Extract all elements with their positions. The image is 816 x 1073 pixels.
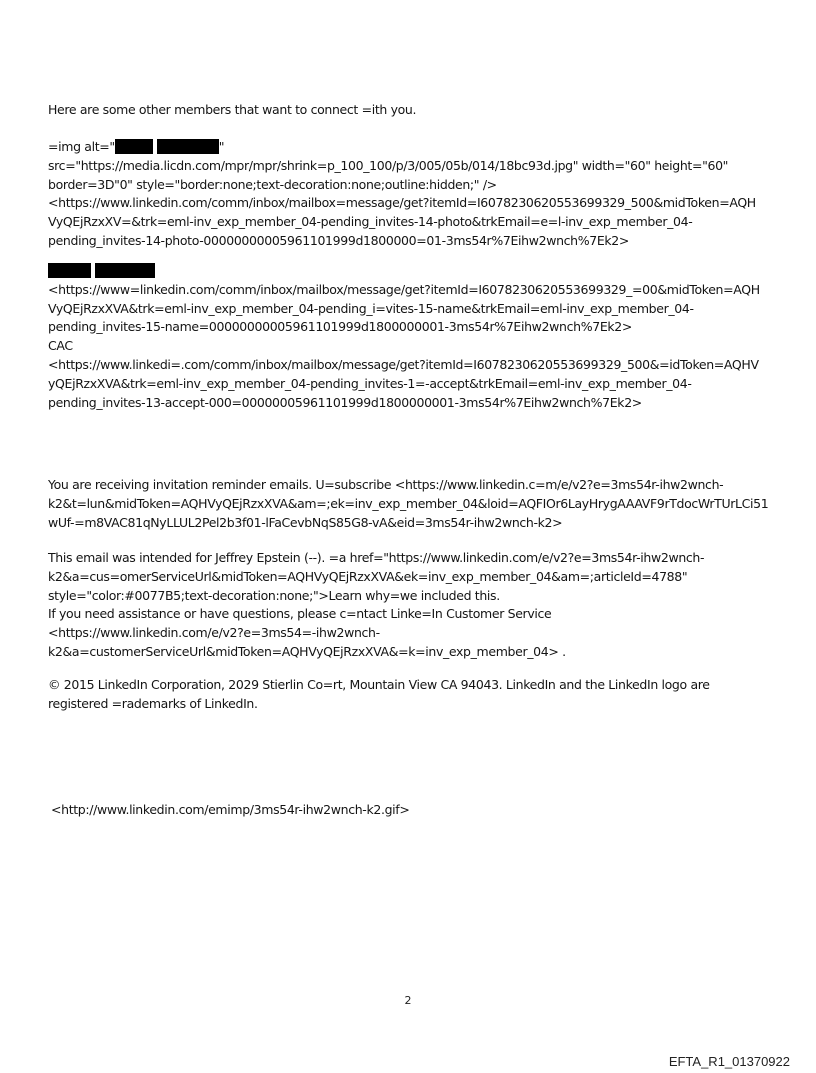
tracking-url: <http://www.linkedin.com/emimp/3ms54r-ihw2wnch-k2.gif> bbox=[51, 802, 410, 817]
redaction-bar bbox=[157, 139, 219, 154]
img-alt-suffix: " bbox=[218, 139, 225, 154]
intended-line: This email was intended for Jeffrey Epstein (--). =a href="https://www.linkedin.com/e/v2?e=3ms54r-ihw2wnch- bbox=[48, 550, 705, 565]
intended-recipient-paragraph bbox=[48, 549, 778, 662]
accept-link-line: pending_invites-13-accept-000=00000005961101999d1800000001-3ms54r%7Eihw2wnch%7Ek2> bbox=[48, 394, 642, 410]
copyright-line: registered =rademarks of LinkedIn. bbox=[48, 695, 258, 711]
redaction-bar bbox=[115, 139, 153, 154]
copyright-line: © 2015 LinkedIn Corporation, 2029 Stierlin Co=rt, Mountain View CA 94043. LinkedIn and the LinkedIn logo are bbox=[48, 677, 710, 692]
customer-service-line: k2&a=customerServiceUrl&midToken=AQHVyQEjRzxXVA&=k=inv_exp_member_04> . bbox=[48, 643, 566, 659]
cac-label: CAC bbox=[48, 338, 73, 354]
intro-line bbox=[48, 101, 778, 120]
bates-number: EFTA_R1_01370922 bbox=[668, 1054, 790, 1069]
tracking-pixel-line bbox=[51, 801, 781, 820]
redaction-bar bbox=[95, 263, 155, 278]
redacted-name bbox=[48, 262, 778, 281]
redaction-bar bbox=[48, 263, 91, 278]
copyright-paragraph bbox=[48, 676, 778, 714]
page-number: 2 bbox=[404, 994, 412, 1007]
unsubscribe-line: k2&t=lun&midToken=AQHVyQEjRzxXVA&am=;ek=inv_exp_member_04&loid=AQFIOr6LayHrygAAAVF9rTdocWrTUrLCi51 bbox=[48, 495, 769, 511]
unsubscribe-line: wUf-=m8VAC81qNyLLUL2Pel2b3f01-lFaCevbNqS85G8-vA&eid=3ms54r-ihw2wnch-k2> bbox=[48, 514, 563, 530]
customer-service-line: If you need assistance or have questions, please c=ntact Linke=In Customer Service bbox=[48, 606, 552, 622]
member-name-block bbox=[48, 262, 778, 412]
photo-link-line: VyQEjRzxXV=&trk=eml-inv_exp_member_04-pending_invites-14-photo&trkEmail=e=l-inv_exp_member_04- bbox=[48, 214, 693, 230]
img-alt-line bbox=[48, 138, 778, 157]
image-tag-block bbox=[48, 138, 778, 251]
name-link-line: pending_invites-15-name=00000000005961101999d1800000001-3ms54r%7Eihw2wnch%7Ek2> bbox=[48, 319, 632, 335]
accept-link-line: <https://www.linkedi=.com/comm/inbox/mailbox/message/get?itemId=I6078230620553699329_500&=idToken=AQHV bbox=[48, 356, 759, 372]
img-style-line: border=3D"0" style="border:none;text-decoration:none;outline:hidden;" /> bbox=[48, 176, 497, 192]
photo-link-line: <https://www.linkedin.com/comm/inbox/mailbox=message/get?itemId=I6078230620553699329_500&midToken=AQH bbox=[48, 195, 756, 211]
intended-line: k2&a=cus=omerServiceUrl&midToken=AQHVyQEjRzxXVA&ek=inv_exp_member_04&am=;articleId=4788" bbox=[48, 568, 688, 584]
photo-link-line: pending_invites-14-photo-00000000005961101999d1800000=01-3ms54r%7Eihw2wnch%7Ek2> bbox=[48, 232, 630, 248]
customer-service-line: <https://www.linkedin.com/e/v2?e=3ms54=-ihw2wnch- bbox=[48, 625, 380, 641]
name-link-line: <https://www=linkedin.com/comm/inbox/mailbox/message/get?itemId=I6078230620553699329_=00&midToken=AQH bbox=[48, 281, 760, 297]
intro-text: Here are some other members that want to connect =ith you. bbox=[48, 102, 417, 117]
name-link-line: VyQEjRzxXVA&trk=eml-inv_exp_member_04-pending_i=vites-15-name&trkEmail=eml-inv_exp_member_04- bbox=[48, 300, 694, 316]
unsubscribe-paragraph bbox=[48, 476, 778, 532]
intended-line: style="color:#0077B5;text-decoration:none;">Learn why=we included this. bbox=[48, 587, 500, 603]
img-alt-prefix: =img alt=" bbox=[48, 139, 115, 154]
img-src-line: src="https://media.licdn.com/mpr/mpr/shrink=p_100_100/p/3/005/05b/014/18bc93d.jpg" width="60" height="60" bbox=[48, 157, 729, 173]
unsubscribe-line: You are receiving invitation reminder emails. U=subscribe <https://www.linkedin.c=m/e/v2?e=3ms54r-ihw2wnch- bbox=[48, 477, 724, 492]
accept-link-line: yQEjRzxXVA&trk=eml-inv_exp_member_04-pending_invites-1=-accept&trkEmail=eml-inv_exp_member_04- bbox=[48, 375, 692, 391]
